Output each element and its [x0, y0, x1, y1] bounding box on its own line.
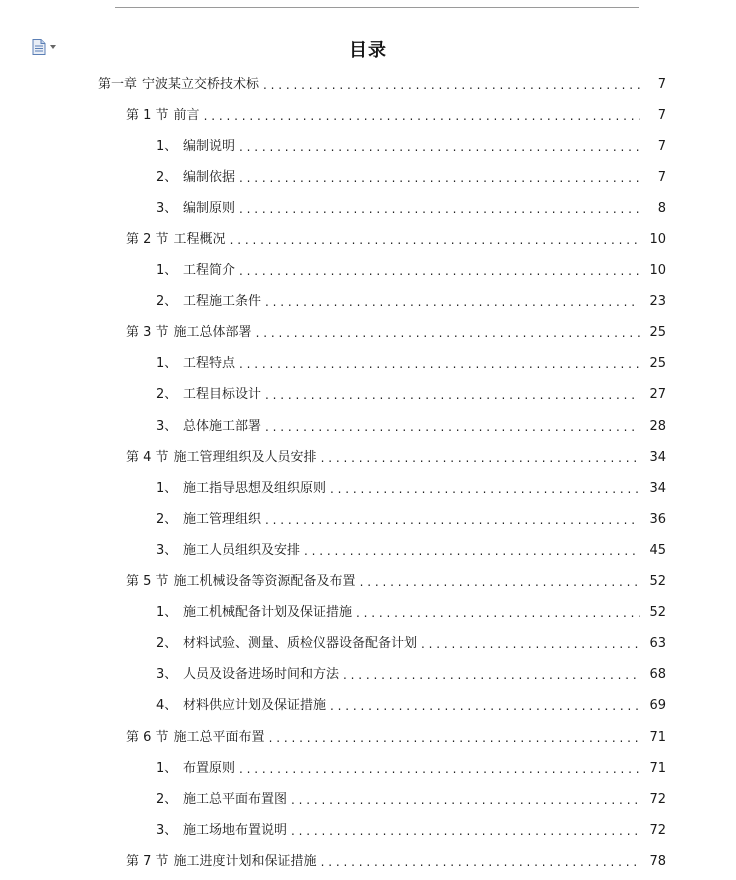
toc-entry-label: 编制原则 — [183, 200, 236, 216]
toc-page-number: 78 — [649, 853, 666, 869]
toc-dot-leader — [239, 263, 640, 279]
toc-page-number: 68 — [649, 667, 666, 683]
toc-dot-leader — [263, 77, 640, 93]
toc-entry-number: 1、 — [156, 480, 178, 496]
toc-entry-number: 3、 — [156, 200, 178, 216]
toc-entry-number: 2、 — [156, 294, 178, 310]
toc-entry-number: 2、 — [156, 636, 178, 652]
toc-entry[interactable] — [0, 691, 736, 722]
toc-dot-leader — [265, 419, 640, 435]
toc-entry[interactable] — [0, 504, 736, 535]
toc-entry-label: 工程简介 — [183, 263, 236, 279]
toc-entry[interactable] — [0, 535, 736, 566]
toc-entry-number: 1、 — [156, 138, 178, 154]
toc-dot-leader — [291, 792, 640, 808]
toc-entry[interactable] — [0, 380, 736, 411]
toc-entry-label: 工程目标设计 — [183, 387, 262, 403]
toc-entry-number: 3、 — [156, 418, 178, 434]
toc-entry[interactable] — [0, 287, 736, 318]
toc-entry-label: 工程特点 — [183, 356, 236, 372]
toc-dot-leader — [256, 325, 640, 341]
toc-entry-label: 工程施工条件 — [183, 294, 262, 310]
toc-entry-label: 宁波某立交桥技术标 — [142, 76, 260, 92]
toc-entry[interactable] — [0, 753, 736, 784]
toc-entry-number: 第 2 节 — [126, 232, 169, 248]
toc-entry-label: 编制依据 — [183, 169, 236, 185]
toc-dot-leader — [304, 543, 640, 559]
toc-page-number: 34 — [649, 449, 666, 465]
toc-entry-number: 3、 — [156, 822, 178, 838]
toc-entry[interactable] — [0, 846, 736, 877]
toc-page-number: 23 — [649, 294, 666, 310]
toc-entry-number: 2、 — [156, 511, 178, 527]
toc-entry[interactable] — [0, 473, 736, 504]
toc-dot-leader — [330, 698, 640, 714]
toc-entry-label: 施工机械设备等资源配备及布置 — [173, 574, 356, 590]
toc-dot-leader — [265, 294, 640, 310]
toc-entry[interactable] — [0, 131, 736, 162]
toc-entry-number: 1、 — [156, 605, 178, 621]
toc-entry[interactable] — [0, 722, 736, 753]
toc-entry[interactable] — [0, 784, 736, 815]
toc-page-number: 34 — [649, 480, 666, 496]
toc-dot-leader — [269, 730, 640, 746]
toc-entry[interactable] — [0, 193, 736, 224]
toc-entry-label: 总体施工部署 — [183, 418, 262, 434]
toc-page-number: 72 — [649, 791, 666, 807]
toc-dot-leader — [265, 387, 640, 403]
toc-page-number: 7 — [657, 107, 666, 123]
toc-entry[interactable] — [0, 162, 736, 193]
toc-entry[interactable] — [0, 442, 736, 473]
toc-entry-label: 施工管理组织及人员安排 — [173, 449, 317, 465]
toc-page-number: 27 — [649, 387, 666, 403]
toc-dot-leader — [239, 356, 640, 372]
toc-entry-label: 前言 — [173, 107, 200, 123]
toc-page-number: 36 — [649, 511, 666, 527]
toc-entry[interactable] — [0, 318, 736, 349]
toc-page-number: 10 — [649, 263, 666, 279]
toc-page-number: 25 — [649, 356, 666, 372]
toc-dot-leader — [230, 232, 640, 248]
toc-entry-label: 工程概况 — [173, 232, 226, 248]
toc-page-number: 25 — [649, 325, 666, 341]
toc-dot-leader — [291, 823, 640, 839]
toc-entry-number: 1、 — [156, 263, 178, 279]
toc-entry-number: 第 7 节 — [126, 853, 169, 869]
toc-entry-label: 施工总平面布置 — [173, 729, 265, 745]
toc-page-number: 8 — [657, 200, 666, 216]
toc-dot-leader — [321, 450, 640, 466]
toc-entry-number: 1、 — [156, 760, 178, 776]
toc-entry-label: 施工管理组织 — [183, 511, 262, 527]
toc-entry[interactable] — [0, 567, 736, 598]
toc-entry-label: 施工机械配备计划及保证措施 — [183, 605, 353, 621]
toc-entry-number: 3、 — [156, 542, 178, 558]
header-rule — [115, 7, 639, 8]
table-of-contents — [0, 69, 736, 877]
toc-page-number: 63 — [649, 636, 666, 652]
toc-entry[interactable] — [0, 349, 736, 380]
toc-entry-label: 施工总平面布置图 — [183, 791, 288, 807]
toc-page-number: 7 — [657, 76, 666, 92]
toc-entry[interactable] — [0, 629, 736, 660]
toc-entry[interactable] — [0, 660, 736, 691]
toc-entry[interactable] — [0, 224, 736, 255]
toc-entry-number: 第 5 节 — [126, 574, 169, 590]
toc-entry-label: 布置原则 — [183, 760, 236, 776]
toc-entry[interactable] — [0, 598, 736, 629]
toc-entry-label: 施工人员组织及安排 — [183, 542, 301, 558]
toc-dot-leader — [239, 139, 640, 155]
toc-page-number: 7 — [657, 138, 666, 154]
toc-entry-label: 材料试验、测量、质检仪器设备配备计划 — [183, 636, 418, 652]
toc-dot-leader — [356, 605, 640, 621]
toc-dot-leader — [204, 108, 640, 124]
toc-entry-label: 材料供应计划及保证措施 — [183, 698, 327, 714]
toc-entry-label: 人员及设备进场时间和方法 — [183, 667, 340, 683]
toc-entry-label: 施工指导思想及组织原则 — [183, 480, 327, 496]
toc-page-number: 52 — [649, 605, 666, 621]
toc-page-number: 69 — [649, 698, 666, 714]
toc-entry[interactable] — [0, 256, 736, 287]
toc-entry-number: 2、 — [156, 387, 178, 403]
toc-dot-leader — [330, 481, 640, 497]
toc-entry-label: 施工总体部署 — [173, 325, 252, 341]
toc-entry-number: 3、 — [156, 667, 178, 683]
toc-dot-leader — [321, 854, 640, 870]
toc-entry-number: 第一章 — [98, 76, 138, 92]
toc-page-number: 10 — [649, 232, 666, 248]
toc-page-number: 71 — [649, 760, 666, 776]
toc-dot-leader — [360, 574, 640, 590]
toc-dot-leader — [239, 170, 640, 186]
toc-title: 目录 — [349, 40, 387, 61]
toc-dot-leader — [265, 512, 640, 528]
toc-entry-number: 第 6 节 — [126, 729, 169, 745]
toc-entry-number: 第 1 节 — [126, 107, 169, 123]
toc-entry-label: 施工场地布置说明 — [183, 822, 288, 838]
toc-dot-leader — [239, 761, 640, 777]
toc-page-number: 71 — [649, 729, 666, 745]
toc-entry-number: 1、 — [156, 356, 178, 372]
toc-page-number: 45 — [649, 542, 666, 558]
toc-page-number: 28 — [649, 418, 666, 434]
toc-dot-leader — [421, 636, 640, 652]
toc-entry[interactable] — [0, 815, 736, 846]
toc-entry-number: 2、 — [156, 791, 178, 807]
toc-entry[interactable] — [0, 69, 736, 100]
toc-entry[interactable] — [0, 411, 736, 442]
toc-dot-leader — [343, 667, 640, 683]
toc-entry-number: 第 3 节 — [126, 325, 169, 341]
toc-page-number: 72 — [649, 822, 666, 838]
toc-dot-leader — [239, 201, 640, 217]
toc-entry-label: 编制说明 — [183, 138, 236, 154]
toc-page-number: 52 — [649, 574, 666, 590]
toc-page-number: 7 — [657, 169, 666, 185]
toc-entry-number: 第 4 节 — [126, 449, 169, 465]
toc-entry[interactable] — [0, 100, 736, 131]
toc-entry-number: 2、 — [156, 169, 178, 185]
toc-entry-label: 施工进度计划和保证措施 — [173, 853, 317, 869]
toc-entry-number: 4、 — [156, 698, 178, 714]
